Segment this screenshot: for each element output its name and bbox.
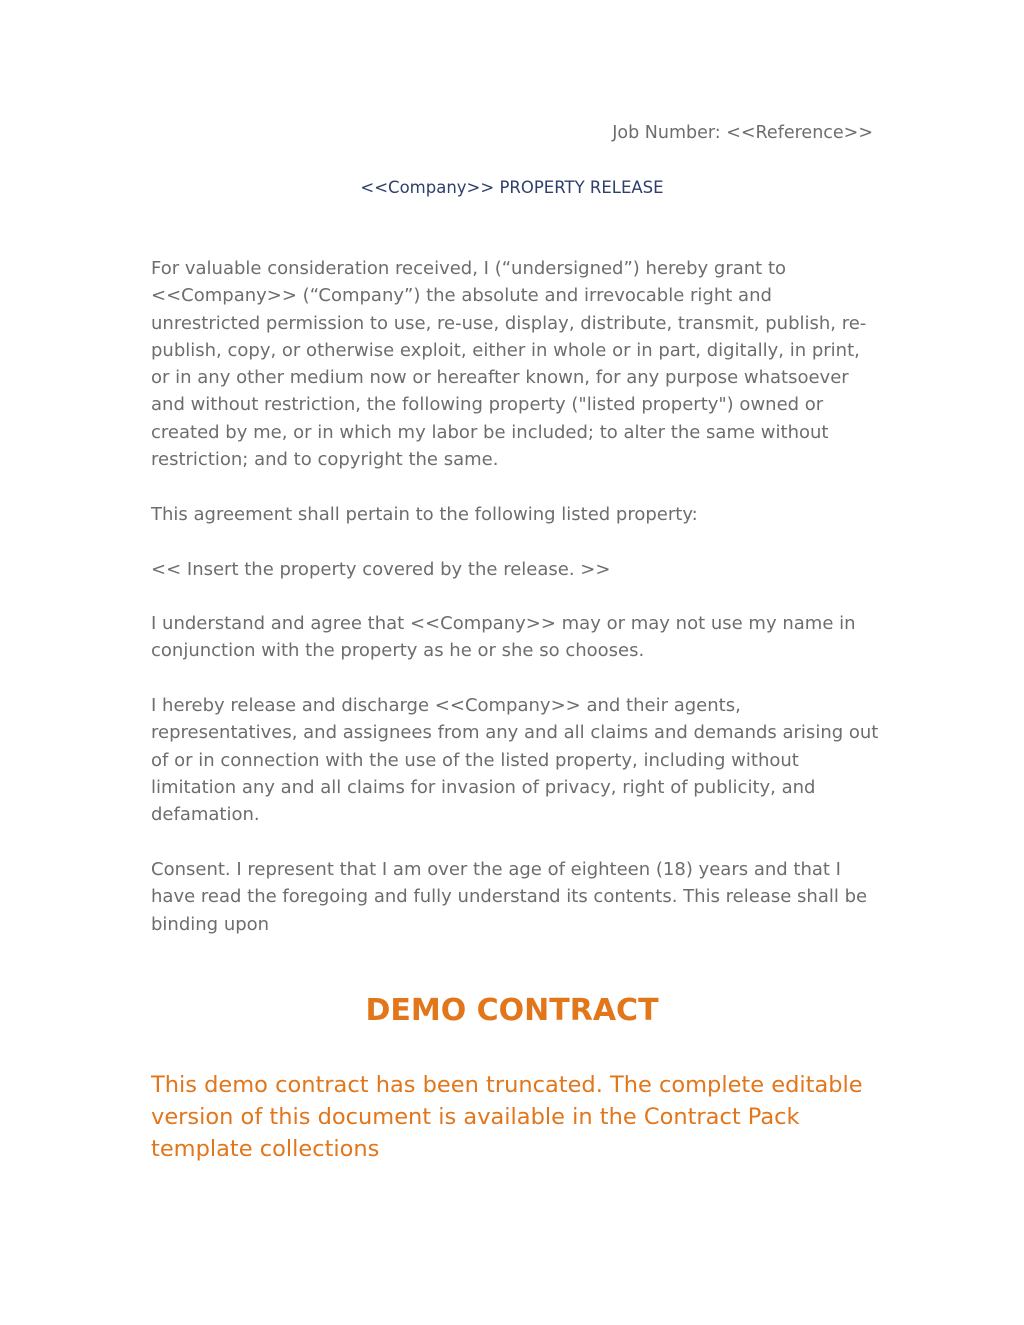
demo-truncation-note: This demo contract has been truncated. The complete editable version of this document is available in the Contract Pack template collections [151,1072,863,1162]
property-placeholder-paragraph: << Insert the property covered by the release. >> [151,559,611,580]
name-use-paragraph: I understand and agree that <<Company>> may or may not use my name in conjunction with the property as he or she so chooses. [151,613,856,662]
agreement-scope-paragraph: This agreement shall pertain to the following listed property: [151,504,698,525]
job-number: Job Number: <<Reference>> [612,123,873,143]
release-paragraph: I hereby release and discharge <<Company>> and their agents, representatives, and assignees from any and all claims and demands arising out of or in connection with the use of the listed property, including without limitation any and all claims for invasion of privacy, right of publicity, and defamation. [151,695,879,826]
consent-paragraph: Consent. I represent that I am over the age of eighteen (18) years and that I have read the foregoing and fully understand its contents. This release shall be binding upon [151,859,868,935]
grant-paragraph: For valuable consideration received, I (“undersigned”) hereby grant to <<Company>> (“Company”) the absolute and irrevocable right and unrestricted permission to use, re-use, display, distribute, transmit, publish, re-publish, copy, or otherwise exploit, either in whole or in part, digitally, in print, or in any other medium now or hereafter known, for any purpose whatsoever and without restriction, the following property ("listed property") owned or created by me, or in which my labor be included; to alter the same without restriction; and to copyright the same. [151,258,867,471]
document-title: <<Company>> PROPERTY RELEASE [360,178,664,197]
demo-contract-heading: DEMO CONTRACT [365,993,659,1028]
